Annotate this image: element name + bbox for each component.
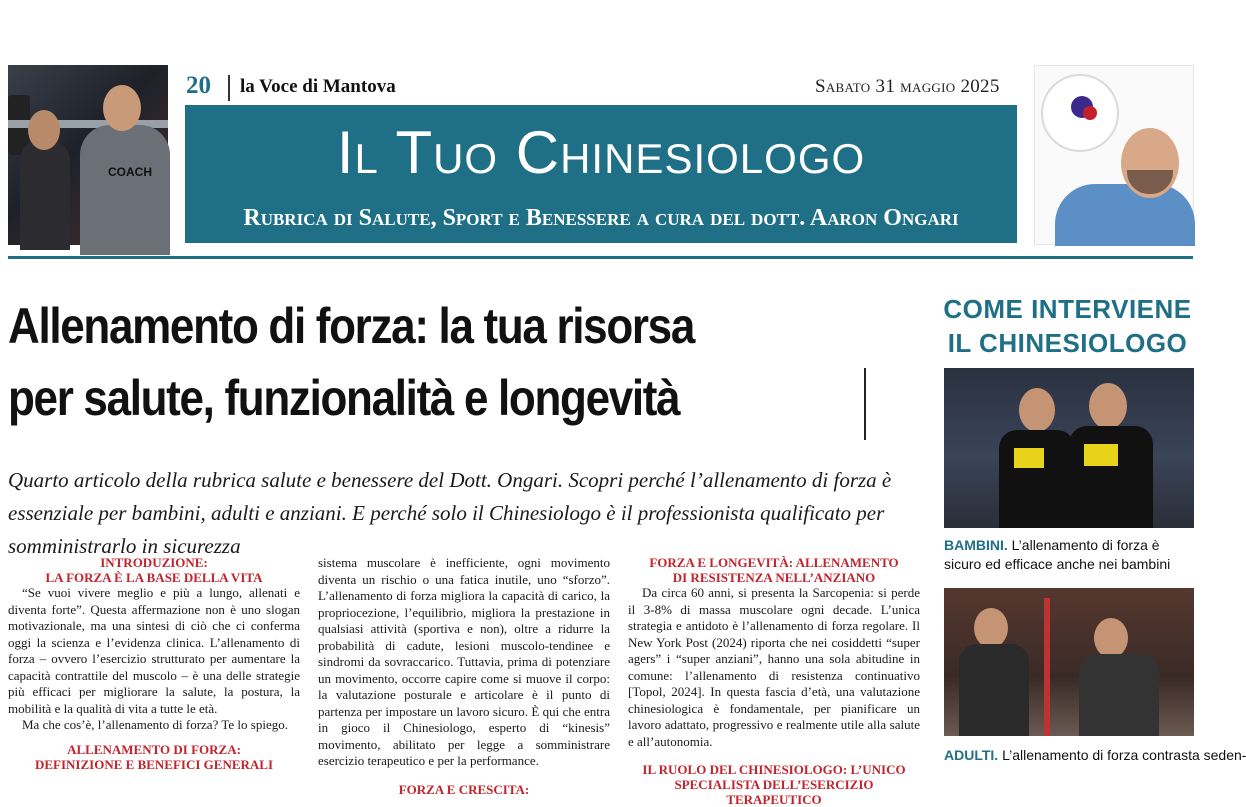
headline-line-2: per salute, funzionalità e longevità — [8, 370, 680, 426]
caption-adults — [944, 746, 1246, 763]
section-heading-definition: ALLENAMENTO DI FORZA: — [67, 741, 241, 757]
section-heading-longevity-sub: DI RESISTENZA NELL’ANZIANO — [672, 570, 876, 585]
section-subtitle: Rubrica di Salute, Sport e Benessere a cura del dott. Aaron Ongari — [243, 205, 959, 231]
sidebar-title-line-1: COME INTERVIENE — [943, 294, 1192, 324]
text-cursor — [864, 368, 866, 440]
section-heading-role: IL RUOLO DEL CHINESIOLOGO: L’UNICO — [642, 762, 906, 777]
section-banner — [185, 105, 1017, 243]
paragraph: sistema muscolare è inefficiente, ogni movimento diventa un rischio o una fatica inutile, uno “sforzo”. L’allenamento di forza migliora la capacità di carico, la propriocezione, l’equilibrio, migliora la prestazione in qualsiasi attività (sportiva e non), oltre a ridurre la probabilità di cadute, lesioni muscolo-tendinee e sindromi da sovraccarico. Tuttavia, prima di potenziare un movimento, occorre capire come si muove il corpo: la valutazione posturale e articolare è il punto di partenza per impostare un lavoro sicuro. È qui che entra in gioco il Chinesiologo, esperto di “kinesis” movimento, abilitato per legge a somministrare esercizio terapeutico e per la performance. — [318, 555, 610, 768]
sidebar-title — [940, 292, 1195, 360]
chinesiologo-logo — [1041, 74, 1119, 152]
paragraph: “Se vuoi vivere meglio e più a lungo, allenati e diventa forte”. Questa affermazione non è uno slogan motivazionale, ma una sintesi di ciò che ci conferma oggi la scienza e l’evidenza clinica. L’allenamento di forza – ovvero l’esercizio strutturato per aumentare la capacità contrattile del muscolo – è una delle strategie più efficaci per migliorare la salute, la postura, la mobilità e la qualità di vita a tutte le età. — [8, 585, 300, 716]
caption-children-label: BAMBINI. — [944, 537, 1008, 553]
coach-gym-photo — [8, 65, 168, 245]
header-rule — [8, 256, 1193, 259]
headline-line-1: Allenamento di forza: la tua risorsa — [8, 298, 694, 354]
article-column-3 — [628, 555, 920, 807]
issue-date: Sabato 31 maggio 2025 — [815, 76, 1000, 97]
section-heading-intro-sub: LA FORZA È LA BASE DELLA VITA — [45, 570, 263, 585]
caption-adults-label: ADULTI. — [944, 747, 999, 763]
coach-shirt-text: COACH — [108, 165, 152, 179]
section-heading-definition-sub: DEFINIZIONE E BENEFICI GENERALI — [34, 756, 274, 772]
children-training-photo — [944, 368, 1194, 528]
section-heading-growth: FORZA E CRESCITA: — [398, 781, 530, 797]
article-standfirst: Quarto articolo della rubrica salute e benessere del Dott. Ongari. Scopri perché l’allenamento di forza è essenziale per bambini, adulti e anziani. E perché solo il Chinesiologo è il professionista qualificato per somministrarlo in sicurezza — [8, 468, 892, 558]
caption-adults-text: L’allenamento di forza contrasta seden- — [998, 747, 1246, 763]
section-title: Il Tuo Chinesiologo — [336, 119, 866, 186]
section-heading-role-sub: SPECIALISTA DELL’ESERCIZIO TERAPEUTICO — [674, 777, 874, 807]
author-portrait-photo — [1034, 65, 1194, 245]
caption-children-text: L’allenamento di forza è sicuro ed efficace anche nei bambini — [944, 537, 1171, 572]
section-heading-longevity: FORZA E LONGEVITÀ: ALLENAMENTO — [649, 555, 899, 570]
article-column-2 — [318, 555, 610, 797]
article-headline — [8, 290, 800, 434]
sidebar-title-line-2: IL CHINESIOLOGO — [947, 328, 1188, 358]
page-number: 20 — [186, 72, 211, 99]
masthead-divider — [228, 75, 230, 101]
paragraph: Ma che cos’è, l’allenamento di forza? Te lo spiego. — [22, 717, 288, 732]
caption-children — [944, 536, 1194, 574]
paragraph: Da circa 60 anni, si presenta la Sarcopenia: si perde il 3-8% di massa muscolare ogni decade. L’unica strategia e antidoto è l’allenamento di forza regolare. Il New York Post (2024) riporta che nei cosiddetti “super agers” i “super anziani”, hanno una sola abitudine in comune: l’allenamento di resistenza continuativo [Topol, 2024]. In questa fascia d’età, una valutazione chinesiologica è fondamentale, per pianificare un lavoro adattato, progressivo e realmente utile alla salute e all’autonomia. — [628, 585, 920, 749]
section-heading-intro: INTRODUZIONE: — [100, 555, 208, 570]
newspaper-name: la Voce di Mantova — [240, 76, 396, 97]
adults-training-photo — [944, 588, 1194, 736]
article-column-1 — [8, 555, 300, 772]
